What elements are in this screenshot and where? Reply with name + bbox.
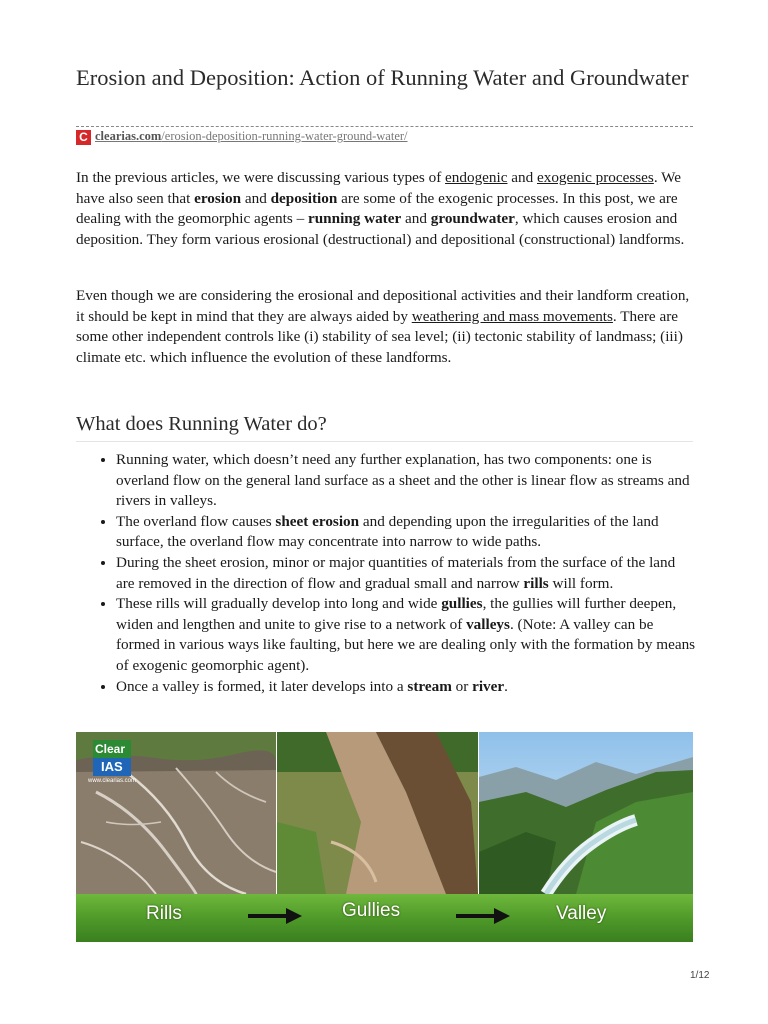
text: and — [241, 189, 271, 207]
text: . There are some other independent controls like (i) stability of sea level; (ii) tectonic stability of landmass; (iii) climate etc. which influence the evolution of these landforms. — [76, 307, 683, 366]
bold-stream: stream — [407, 677, 452, 695]
text: and — [507, 169, 537, 186]
text: and — [401, 210, 431, 228]
label-rills: Rills — [146, 903, 182, 924]
label-gullies: Gullies — [342, 900, 401, 921]
list-item — [116, 594, 696, 676]
logo-url-text: www.clearias.com — [88, 778, 137, 784]
text: . We have also seen that — [76, 169, 682, 207]
page-title: Erosion and Deposition: Action of Running Water and Groundwater — [76, 65, 689, 90]
text: During the sheet erosion, minor or major quantities of materials from the surface of the land are removed in the direction of flow and gradual small and narrow — [116, 553, 676, 592]
source-domain: clearias.com — [95, 129, 162, 143]
bold-sheet-erosion: sheet erosion — [275, 512, 360, 530]
bold-running-water: running water — [307, 210, 402, 228]
text: . — [504, 677, 508, 695]
exogenic-processes-link[interactable]: exogenic processes — [537, 169, 654, 186]
text: Once a valley is formed, it later develops into a — [116, 677, 408, 695]
source-url-link[interactable] — [95, 129, 408, 144]
list-item — [116, 553, 696, 594]
intro-paragraph — [76, 168, 696, 250]
endogenic-link[interactable]: endogenic — [445, 169, 508, 186]
text: Running water, which doesn’t need any further explanation, has two components: one is overland flow on the general land surface as a sheet and the other is linear flow as streams and rivers in valleys. — [116, 451, 690, 510]
text: will form. — [548, 574, 614, 592]
bold-river: river — [472, 677, 505, 695]
label-valley: Valley — [556, 903, 607, 924]
text: , the gullies will further deepen, widen and lengthen and unite to give rise to a network of — [116, 595, 677, 633]
text: . (Note: A valley can be formed in various ways like faulting, but here we are dealing only with the formation by means of exogenic geomorphic agent). — [116, 615, 696, 674]
bold-deposition: deposition — [270, 189, 338, 207]
gullies-photo — [277, 732, 478, 894]
logo-clear-text: Clear — [95, 742, 126, 756]
bold-valleys: valleys — [466, 615, 510, 633]
page-number: 1/12 — [690, 970, 710, 981]
text: Even though we are considering the erosional and depositional activities and their landform creation, it should be kept in mind that they are always aided by — [76, 287, 690, 325]
clearias-logo-icon: C — [76, 130, 91, 145]
source-line — [76, 126, 693, 147]
text: These rills will gradually develop into long and wide — [116, 595, 442, 613]
text: are some of the exogenic processes. In this post, we are dealing with the geomorphic agents – — [76, 189, 678, 228]
section-heading: What does Running Water do? — [76, 411, 693, 442]
text: In the previous articles, we were discussing various types of — [76, 169, 446, 186]
text: or — [451, 677, 473, 695]
valley-photo — [479, 732, 693, 894]
rills-gullies-valley-figure — [76, 732, 693, 942]
bold-rills: rills — [523, 574, 549, 592]
context-paragraph — [76, 286, 696, 368]
running-water-list — [76, 450, 696, 697]
logo-ias-text: IAS — [101, 759, 123, 774]
source-path: /erosion-deposition-running-water-ground-water/ — [161, 129, 408, 143]
bold-gullies: gullies — [441, 595, 483, 613]
bold-erosion: erosion — [194, 189, 242, 207]
bold-groundwater: groundwater — [430, 210, 515, 228]
text: and depending upon the irregularities of the land surface, the overland flow may concentrate into narrow to wide paths. — [116, 512, 659, 551]
list-item — [116, 512, 696, 553]
list-item — [116, 677, 696, 698]
text: The overland flow causes — [116, 512, 276, 530]
weathering-link[interactable]: weathering and mass movements — [411, 307, 613, 325]
text: , which causes erosion and deposition. They form various erosional (destructional) and depositional (constructional) landforms. — [76, 210, 685, 248]
list-item — [116, 450, 696, 512]
